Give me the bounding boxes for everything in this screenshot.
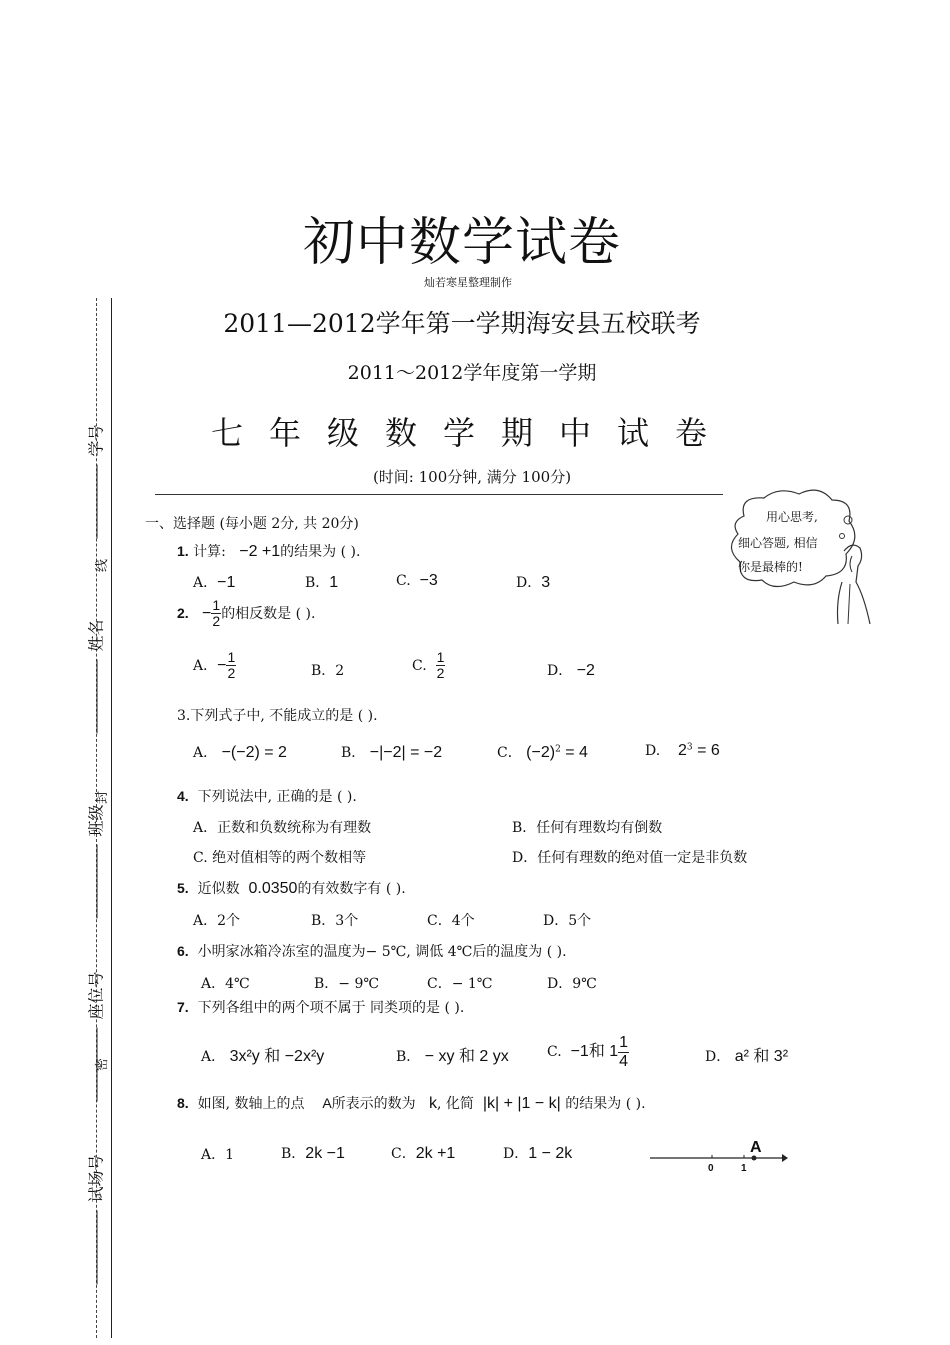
q8-option-b[interactable]: B．2k −1	[281, 1145, 345, 1162]
q7-option-b[interactable]: B． − xy 和 2 yx	[396, 1048, 509, 1065]
main-title: 初中数学试卷	[302, 213, 621, 273]
exam-title-3: 七年级数学期中试卷	[210, 414, 733, 452]
q2-option-d[interactable]: D． −2	[547, 662, 595, 679]
q3-option-d[interactable]: D. $2^3 = 6$	[645, 742, 720, 759]
q8-option-a[interactable]: A．1	[201, 1147, 235, 1163]
q7-option-a[interactable]: A． 3x²y 和 −2x²y	[201, 1048, 325, 1065]
q1-option-c[interactable]: C. −3	[396, 572, 438, 589]
q3-option-b[interactable]: B． −|−2| = −2	[341, 744, 443, 761]
q6-option-b[interactable]: B．− 9℃	[314, 976, 380, 992]
maker-note: 灿若寒星整理制作	[424, 276, 512, 289]
q6-option-a[interactable]: A．4℃	[201, 976, 250, 992]
q6-option-c[interactable]: C．− 1℃	[427, 976, 493, 992]
header-rule	[155, 494, 723, 495]
q5-option-d[interactable]: D．5个	[543, 913, 592, 929]
question-8: 8. 如图, 数轴上的点 A所表示的数为 k, 化简 |k| + |1 − k| 的结果为 ( ).	[177, 1095, 646, 1112]
question-1: 1. 计算: −2 +1的结果为 ( ).	[177, 543, 361, 560]
number-line	[648, 1148, 788, 1172]
q7-option-d[interactable]: D． a² 和 3²	[705, 1048, 789, 1065]
question-7: 7. 下列各组中的两个项不属于 同类项的是 ( ).	[177, 999, 465, 1016]
q2-option-a[interactable]: A．− $\frac{1}{2}$	[193, 649, 236, 682]
q3-option-a[interactable]: A． −(−2) = 2	[193, 744, 287, 761]
q1-option-d[interactable]: D．3	[516, 574, 551, 591]
time-note: (时间: 100分钟, 满分 100分)	[372, 468, 572, 486]
margin-field-exam-room[interactable]: 试场号	[84, 1154, 107, 1284]
q5-option-b[interactable]: B．3个	[311, 913, 359, 929]
question-3: 3.下列式子中, 不能成立的是 ( ).	[177, 708, 378, 724]
exam-title-1: 2011—2012学年第一学期海安县五校联考	[223, 309, 701, 338]
axis-one-label: 1	[741, 1163, 747, 1174]
section-heading: 一、选择题 (每小题 2分, 共 20分)	[145, 516, 359, 532]
margin-solid-line	[111, 298, 112, 1338]
bubble-line-2: 细心答题, 相信	[738, 536, 818, 550]
q2-option-b[interactable]: B．2	[311, 663, 345, 679]
q6-option-d[interactable]: D．9℃	[547, 976, 597, 992]
seal-char-xian: 线	[95, 558, 111, 573]
question-4: 4. 下列说法中, 正确的是 ( ).	[177, 788, 357, 805]
q4-option-a[interactable]: A．正数和负数统称为有理数	[193, 820, 372, 836]
bubble-line-3: 你是最棒的!	[738, 560, 803, 574]
bubble-line-1: 用心思考,	[766, 510, 818, 524]
question-2: 2. − $\frac{1}{2}$ 的相反数是 ( ).	[177, 597, 316, 630]
q2-option-c[interactable]: C. $\frac{1}{2}$	[412, 649, 445, 682]
q5-option-a[interactable]: A．2个	[193, 913, 241, 929]
seal-char-mi: 密	[95, 1057, 111, 1072]
q7-option-c[interactable]: C. −1和 1 $\frac{1}{4}$	[547, 1034, 629, 1070]
margin-field-class[interactable]: 班级	[84, 804, 107, 918]
q5-option-c[interactable]: C．4个	[427, 913, 475, 929]
exam-title-2: 2011～2012学年度第一学期	[347, 362, 597, 384]
q8-option-d[interactable]: D．1 − 2k	[503, 1145, 573, 1162]
q4-option-d[interactable]: D．任何有理数的绝对值一定是非负数	[512, 850, 748, 866]
margin-field-student-id[interactable]: 学号	[84, 424, 107, 538]
q8-option-c[interactable]: C．2k +1	[391, 1145, 456, 1162]
question-5: 5. 近似数 0.0350的有效数字有 ( ).	[177, 880, 406, 897]
q1-option-b[interactable]: B．1	[305, 574, 339, 591]
axis-zero-label: 0	[708, 1163, 714, 1174]
q4-option-c[interactable]: C. 绝对值相等的两个数相等	[193, 850, 367, 866]
thinking-figure-icon	[724, 486, 874, 626]
margin-field-name[interactable]: 姓名	[84, 619, 107, 733]
seal-char-feng: 封	[95, 790, 111, 805]
q3-option-c[interactable]: C． $(-2)^2 = 4$	[497, 744, 588, 761]
q1-option-a[interactable]: A．−1	[193, 574, 236, 591]
question-6: 6. 小明家冰箱冷冻室的温度为− 5℃, 调低 4℃后的温度为 ( ).	[177, 943, 567, 960]
margin-field-seat[interactable]: 座位号	[84, 971, 107, 1101]
q4-option-b[interactable]: B．任何有理数均有倒数	[512, 820, 663, 836]
axis-point-a-label: A	[750, 1139, 762, 1156]
